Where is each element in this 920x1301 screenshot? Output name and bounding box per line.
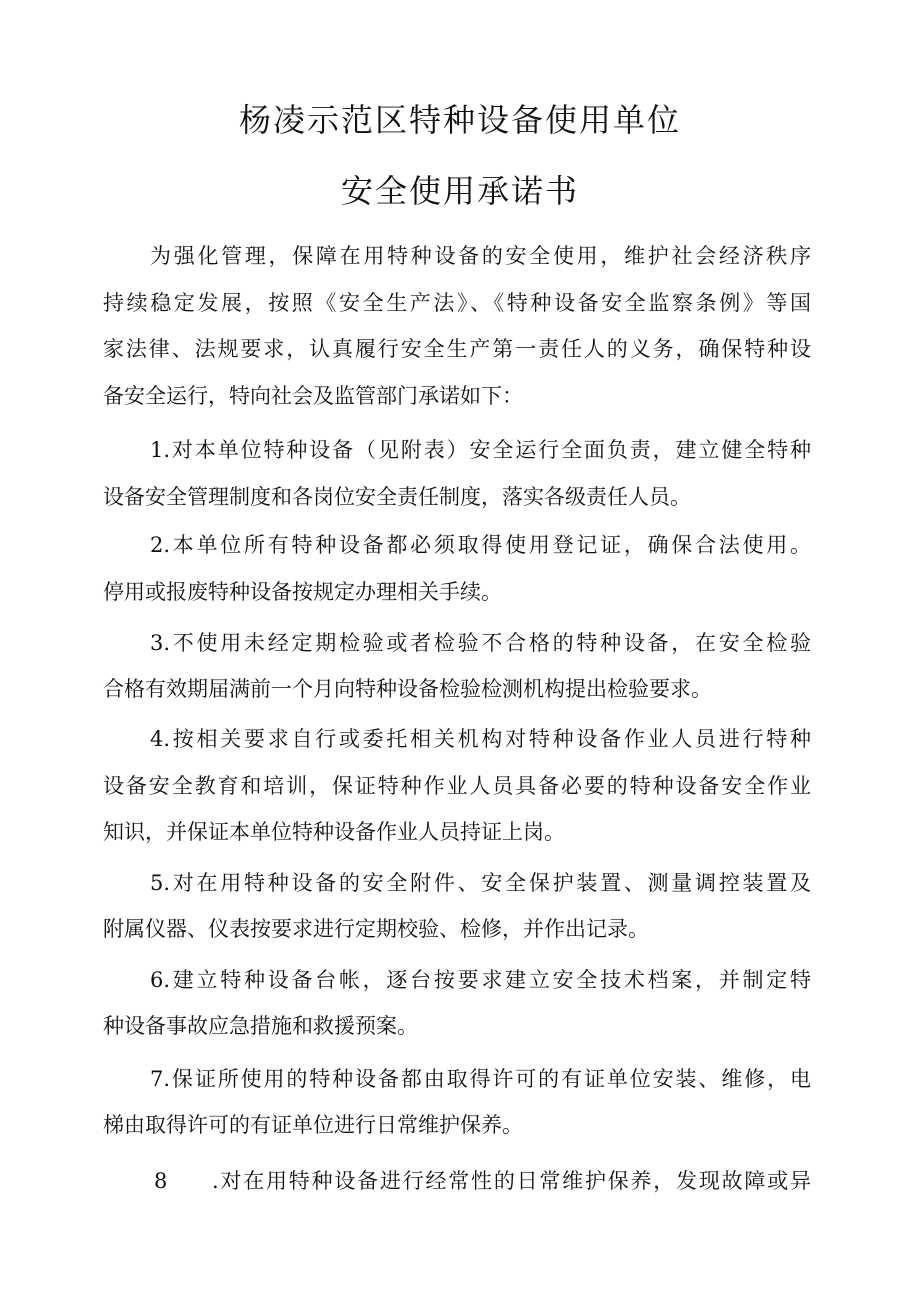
item-6-line-1: 6.建立特种设备台帐，逐台按要求建立安全技术档案，并制定特 bbox=[150, 968, 811, 992]
intro-line-3: 家法律、法规要求，认真履行安全生产第一责任人的义务，确保特种设 bbox=[103, 337, 811, 361]
item-5-line-2: 附属仪器、仪表按要求进行定期校验、检修，并作出记录。 bbox=[103, 917, 649, 941]
item-4-line-2: 设备安全教育和培训，保证特种作业人员具备必要的特种设备安全作业 bbox=[103, 774, 811, 798]
item-1-line-2: 设备安全管理制度和各岗位安全责任制度，落实各级责任人员。 bbox=[103, 485, 691, 509]
intro-line-1: 为强化管理，保障在用特种设备的安全使用，维护社会经济秩序 bbox=[150, 244, 811, 268]
item-8-number: 8 bbox=[154, 1169, 168, 1193]
item-8-line-1: .对在用特种设备进行经常性的日常维护保养，发现故障或异 bbox=[212, 1169, 811, 1193]
item-6-line-2: 种设备事故应急措施和救援预案。 bbox=[103, 1014, 418, 1038]
item-4-line-1: 4.按相关要求自行或委托相关机构对特种设备作业人员进行特种 bbox=[150, 727, 811, 751]
intro-line-4: 备安全运行，特向社会及监管部门承诺如下： bbox=[103, 384, 523, 408]
item-3-line-2: 合格有效期届满前一个月向特种设备检验检测机构提出检验要求。 bbox=[103, 677, 712, 701]
item-1-line-1: 1.对本单位特种设备（见附表）安全运行全面负责，建立健全特种 bbox=[150, 438, 811, 462]
item-7-line-1: 7.保证所使用的特种设备都由取得许可的有证单位安装、维修，电 bbox=[150, 1067, 811, 1091]
item-7-line-2: 梯由取得许可的有证单位进行日常维护保养。 bbox=[103, 1113, 523, 1137]
document-title-line-2: 安全使用承诺书 bbox=[340, 172, 579, 210]
intro-line-2: 持续稳定发展，按照《安全生产法》、《特种设备安全监察条例》等国 bbox=[103, 291, 811, 315]
item-2-line-2: 停用或报废特种设备按规定办理相关手续。 bbox=[103, 580, 502, 604]
item-4-line-3: 知识，并保证本单位特种设备作业人员持证上岗。 bbox=[103, 820, 565, 844]
item-5-line-1: 5.对在用特种设备的安全附件、安全保护装置、测量调控装置及 bbox=[150, 871, 811, 895]
item-2-line-1: 2.本单位所有特种设备都必须取得使用登记证，确保合法使用。 bbox=[150, 533, 811, 557]
item-3-line-1: 3.不使用未经定期检验或者检验不合格的特种设备，在安全检验 bbox=[150, 631, 811, 655]
document-title-line-1: 杨凌示范区特种设备使用单位 bbox=[238, 101, 681, 139]
